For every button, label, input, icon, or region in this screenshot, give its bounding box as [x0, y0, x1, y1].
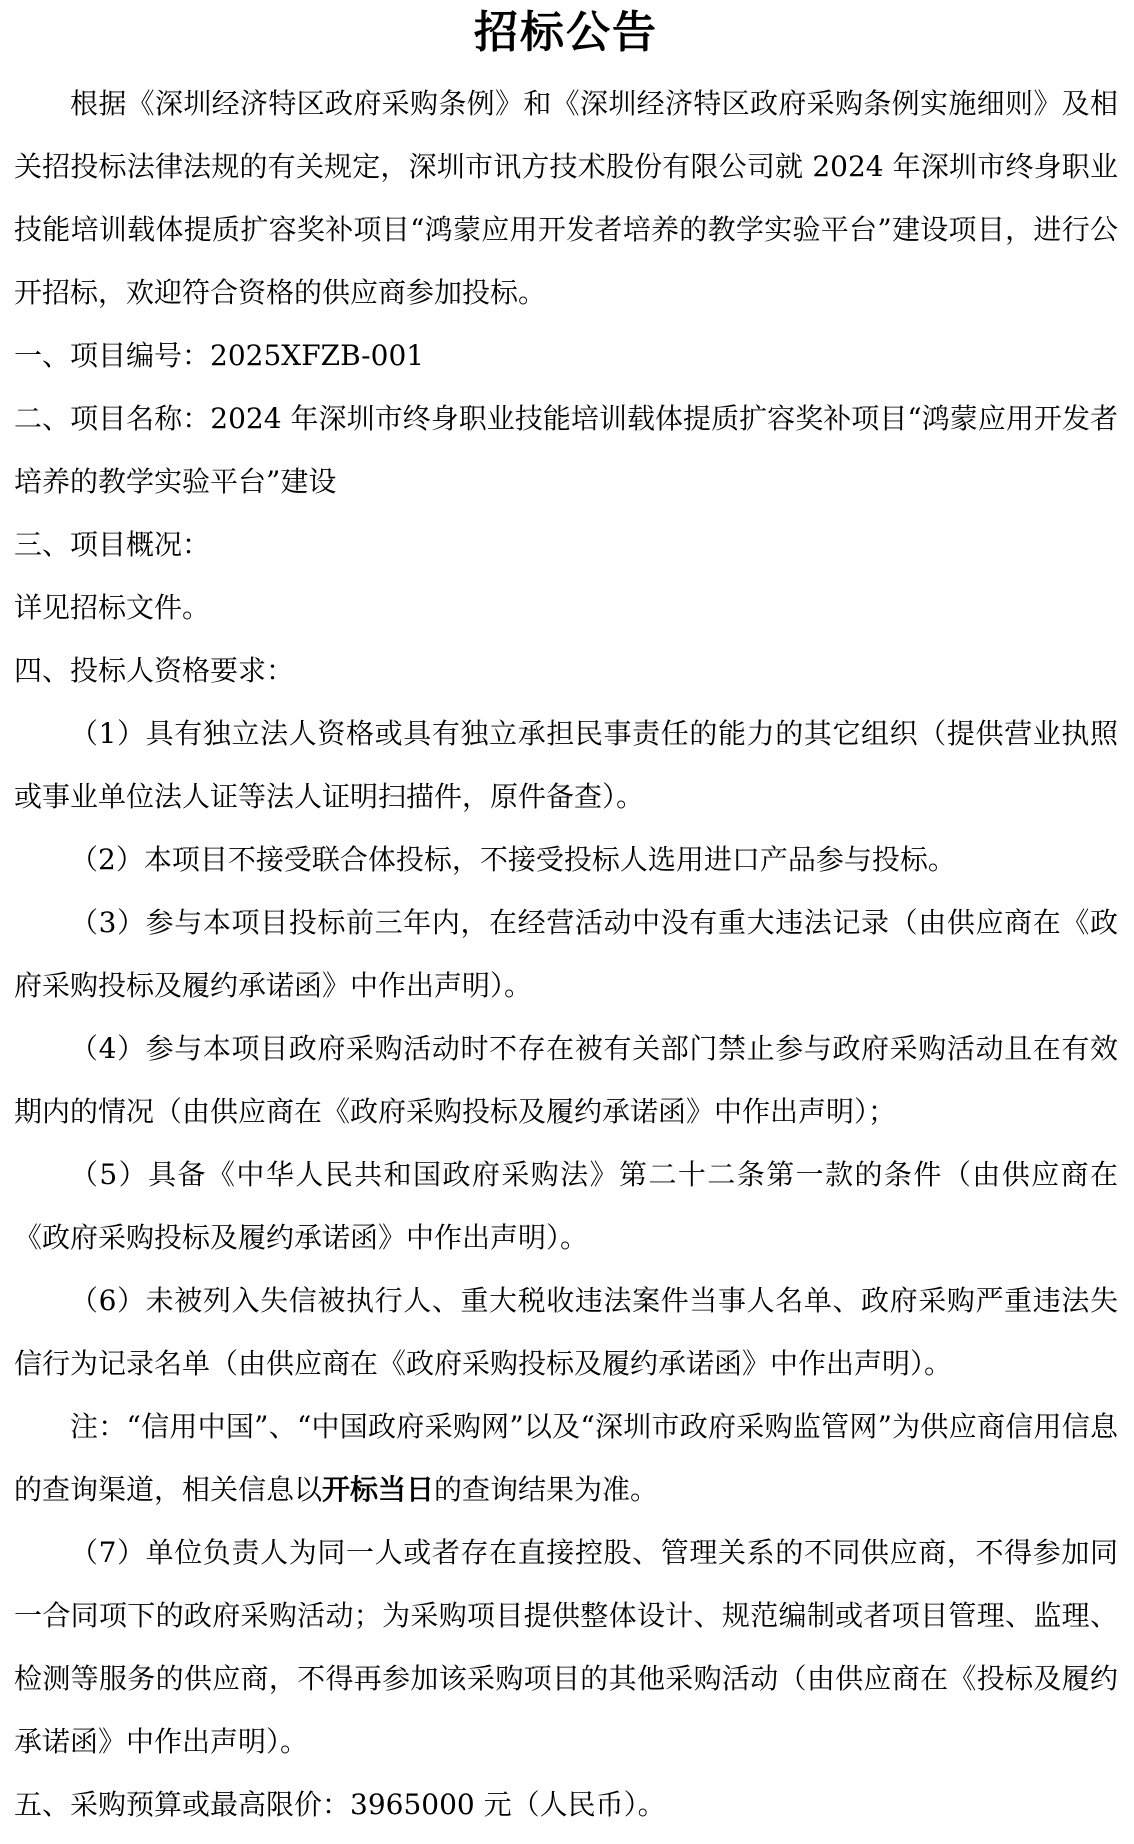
text-run: （6）未被列入失信被执行人、重大税收违法案件当事人名单、政府采购严重违法失信行为记录名单（由供应商在《政府采购投标及履约承诺函》中作出声明）。	[14, 1284, 1118, 1380]
paragraph-qualification-7	[14, 1521, 1118, 1773]
paragraph-qualification-6	[14, 1269, 1118, 1395]
page-title: 招标公告	[474, 7, 658, 58]
text-run: （2）本项目不接受联合体投标，不接受投标人选用进口产品参与投标。	[70, 843, 956, 876]
paragraph-credit-note	[14, 1395, 1118, 1521]
text-run: 注：“信用中国”、“中国政府采购网”以及“深圳市政府采购监管网”为供应商信用信息的查询渠道，相关信息以	[14, 1410, 1118, 1506]
paragraph-qualification-1	[14, 702, 1118, 828]
bold-text-run: 开标当日	[322, 1473, 435, 1506]
paragraph-budget	[14, 1773, 1118, 1836]
text-run: 一、项目编号：2025XFZB-001	[14, 339, 425, 372]
text-run: （4）参与本项目政府采购活动时不存在被有关部门禁止参与政府采购活动且在有效期内的情况（由供应商在《政府采购投标及履约承诺函》中作出声明）；	[14, 1032, 1118, 1128]
text-run: 五、采购预算或最高限价：3965000 元（人民币）。	[14, 1788, 666, 1821]
text-run: 详见招标文件。	[14, 591, 211, 624]
text-run: 三、项目概况：	[14, 528, 211, 561]
text-run: （1）具有独立法人资格或具有独立承担民事责任的能力的其它组织（提供营业执照或事业单位法人证等法人证明扫描件，原件备查）。	[14, 717, 1118, 813]
text-run: 二、项目名称：2024 年深圳市终身职业技能培训载体提质扩容奖补项目“鸿蒙应用开发者培养的教学实验平台”建设	[14, 402, 1118, 498]
paragraph-qualification-4	[14, 1017, 1118, 1143]
paragraph-qualification-5	[14, 1143, 1118, 1269]
text-run: 根据《深圳经济特区政府采购条例》和《深圳经济特区政府采购条例实施细则》及相关招投标法律法规的有关规定，深圳市讯方技术股份有限公司就 2024 年深圳市终身职业技能培训载体提质扩容奖补项目“鸿蒙应用开发者培养的教学实验平台”建设项目，进行公开招标，欢迎符合资格的供应商参加投标。	[14, 87, 1118, 309]
text-run: （5）具备《中华人民共和国政府采购法》第二十二条第一款的条件（由供应商在《政府采购投标及履约承诺函》中作出声明）。	[14, 1158, 1118, 1254]
paragraph-qualification-2	[14, 828, 1118, 891]
paragraph-qualification-3	[14, 891, 1118, 1017]
paragraph-project-overview-body	[14, 576, 1118, 639]
paragraph-project-name	[14, 387, 1118, 513]
text-run: 的查询结果为准。	[434, 1473, 659, 1506]
paragraph-project-number	[14, 324, 1118, 387]
paragraph-project-overview-heading	[14, 513, 1118, 576]
text-run: 四、投标人资格要求：	[14, 654, 295, 687]
document-body	[14, 72, 1118, 1836]
text-run: （3）参与本项目投标前三年内，在经营活动中没有重大违法记录（由供应商在《政府采购投标及履约承诺函》中作出声明）。	[14, 906, 1118, 1002]
text-run: （7）单位负责人为同一人或者存在直接控股、管理关系的不同供应商，不得参加同一合同项下的政府采购活动；为采购项目提供整体设计、规范编制或者项目管理、监理、检测等服务的供应商，不得再参加该采购项目的其他采购活动（由供应商在《投标及履约承诺函》中作出声明）。	[14, 1536, 1118, 1758]
paragraph-bidder-qualification-heading	[14, 639, 1118, 702]
paragraph-intro	[14, 72, 1118, 324]
